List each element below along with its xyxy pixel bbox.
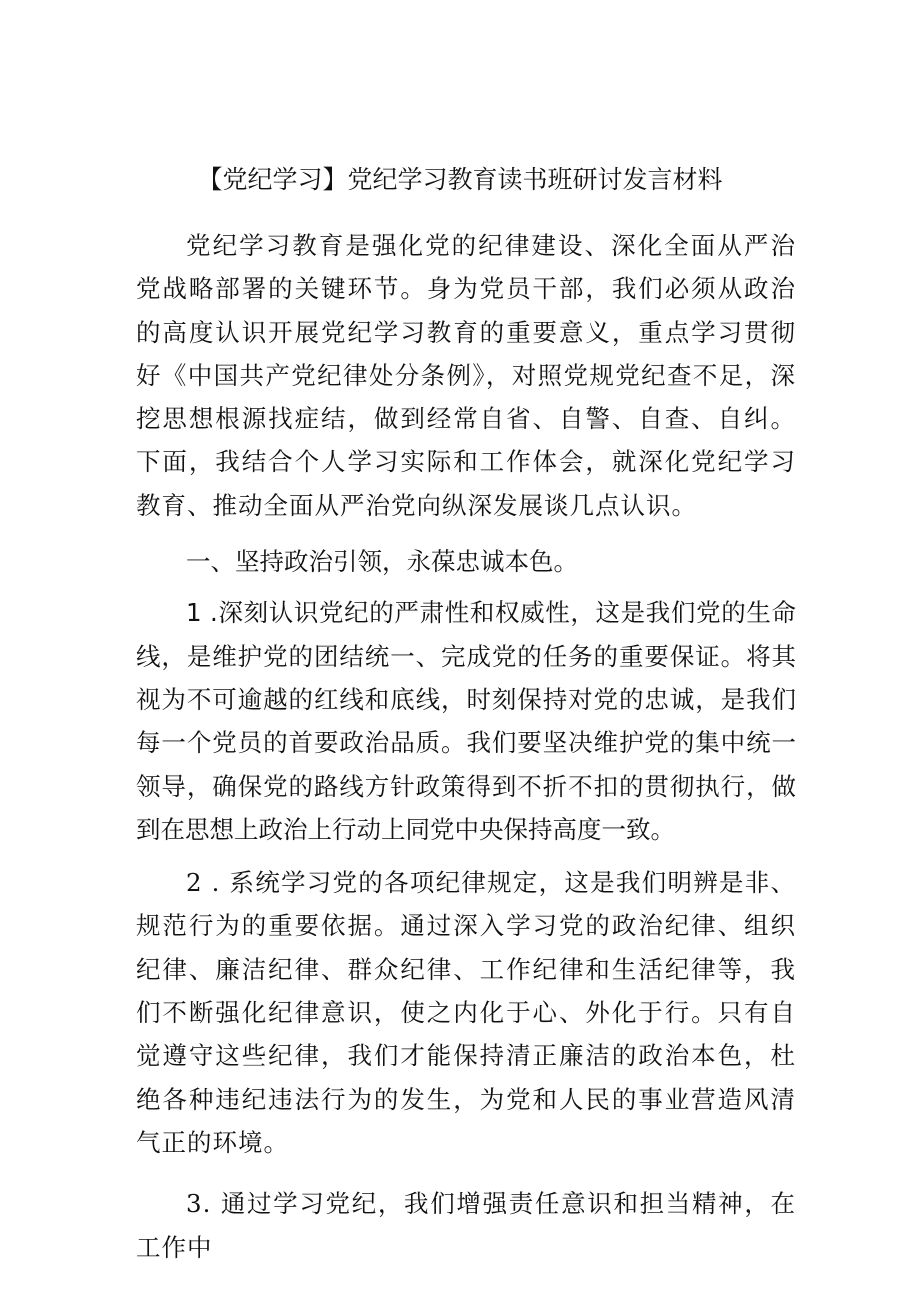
section-heading-1: 一、坚持政治引领，永葆忠诚本色。: [186, 547, 578, 577]
numbered-paragraph-2: 2 . 系统学习党的各项纪律规定，这是我们明辨是非、规范行为的重要依据。通过深入学习党的政治纪律、组织纪律、廉洁纪律、群众纪律、工作纪律和生活纪律等，我们不断强化纪律意识，使之内化于心、外化于行。只有自觉遵守这些纪律，我们才能保持清正廉洁的政治本色，杜绝各种违纪违法行为的发生，为党和人民的事业营造风清气正的环境。: [136, 868, 796, 1157]
numbered-paragraph-1: 1 .深刻认识党纪的严肃性和权威性，这是我们党的生命线，是维护党的团结统一、完成党的任务的重要保证。将其视为不可逾越的红线和底线，时刻保持对党的忠诚，是我们每一个党员的首要政治品质。我们要坚决维护党的集中统一领导，确保党的路线方针政策得到不折不扣的贯彻执行，做到在思想上政治上行动上同党中央保持高度一致。: [136, 598, 796, 844]
intro-paragraph: 党纪学习教育是强化党的纪律建设、深化全面从严治党战略部署的关键环节。身为党员干部，我们必须从政治的高度认识开展党纪学习教育的重要意义，重点学习贯彻好《中国共产党纪律处分条例》，对照党规党纪查不足，深挖思想根源找症结，做到经常自省、自警、自查、自纠。下面，我结合个人学习实际和工作体会，就深化党纪学习教育、推动全面从严治党向纵深发展谈几点认识。: [136, 231, 796, 520]
document-body: [136, 224, 796, 1269]
document-title: 【党纪学习】党纪学习教育读书班研讨发言材料: [197, 165, 723, 194]
numbered-paragraph-3: 3. 通过学习党纪，我们增强责任意识和担当精神，在工作中: [136, 1189, 796, 1262]
